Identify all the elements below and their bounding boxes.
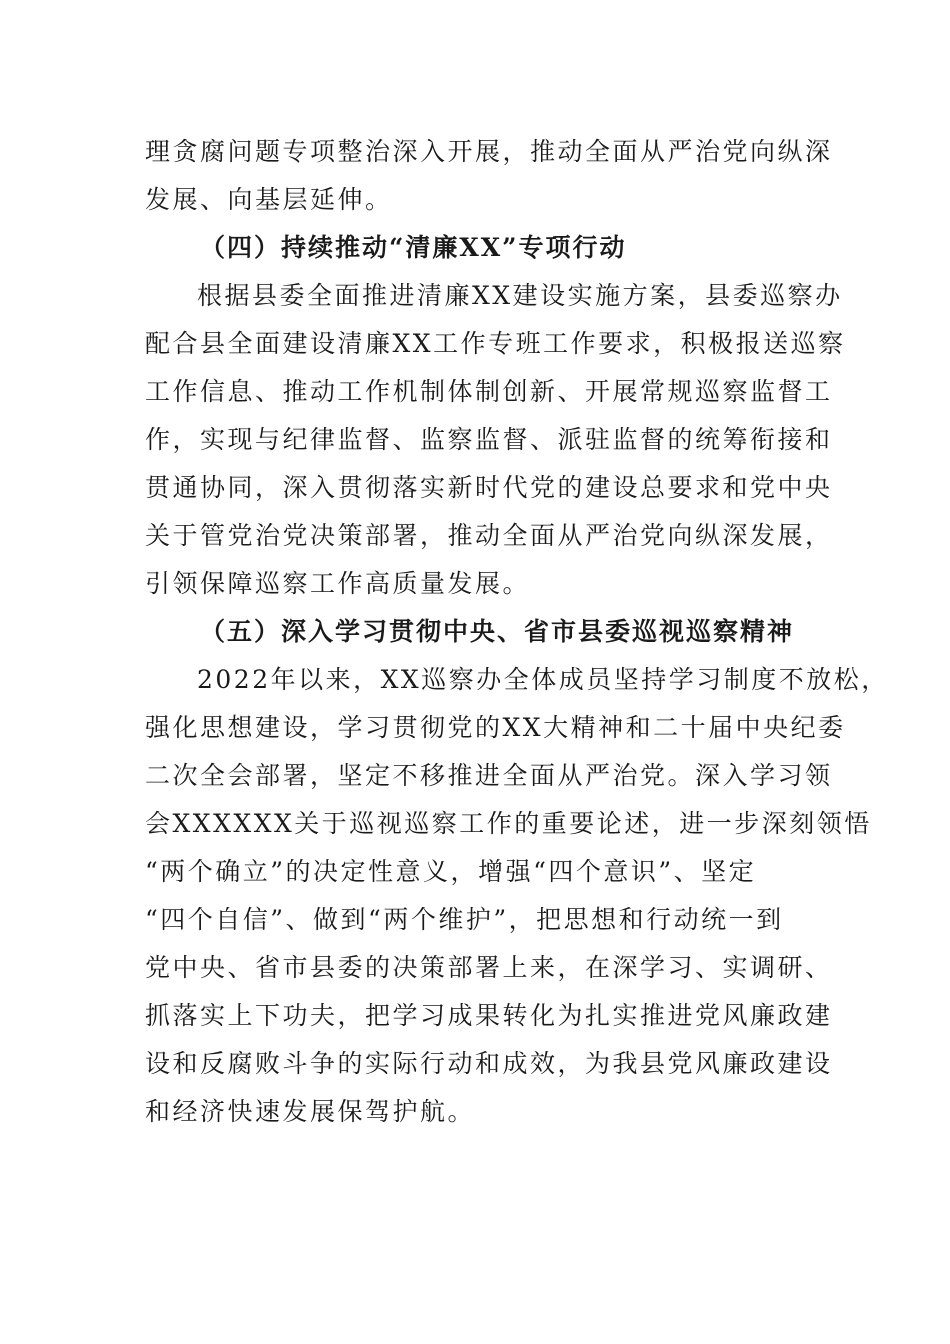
paragraph-line: 2022年以来，XX巡察办全体成员坚持学习制度不放松， (197, 665, 889, 694)
paragraph-line: 和经济快速发展保驾护航。 (145, 1097, 476, 1126)
paragraph-line: 设和反腐败斗争的实际行动和成效，为我县党风廉政建设 (145, 1049, 833, 1078)
paragraph-line: 作，实现与纪律监督、监察监督、派驻监督的统筹衔接和 (145, 425, 833, 454)
paragraph-line: 工作信息、推动工作机制体制创新、开展常规巡察监督工 (145, 377, 833, 406)
paragraph-line: 会XXXXXX关于巡视巡察工作的重要论述，进一步深刻领悟 (145, 809, 872, 838)
paragraph-line: 根据县委全面推进清廉XX建设实施方案，县委巡察办 (197, 281, 843, 310)
paragraph-line: 引领保障巡察工作高质量发展。 (145, 569, 531, 598)
paragraph-line: “两个确立”的决定性意义，增强“四个意识”、坚定 (145, 857, 757, 886)
paragraph-line: 贯通协同，深入贯彻落实新时代党的建设总要求和党中央 (145, 473, 833, 502)
paragraph-line: 抓落实上下功夫，把学习成果转化为扎实推进党风廉政建 (145, 1001, 833, 1030)
section-heading-5: （五）深入学习贯彻中央、省市县委巡视巡察精神 (200, 617, 795, 646)
paragraph-line: 强化思想建设，学习贯彻党的XX大精神和二十届中央纪委 (145, 713, 846, 742)
paragraph-line: 理贪腐问题专项整治深入开展，推动全面从严治党向纵深 (145, 137, 833, 166)
paragraph-line: 发展、向基层延伸。 (145, 185, 393, 214)
section-heading-4: （四）持续推动“清廉XX”专项行动 (200, 233, 627, 262)
paragraph-line: 关于管党治党决策部署，推动全面从严治党向纵深发展， (145, 521, 833, 550)
paragraph-line: 党中央、省市县委的决策部署上来，在深学习、实调研、 (145, 953, 833, 982)
paragraph-line: 二次全会部署，坚定不移推进全面从严治党。深入学习领 (145, 761, 833, 790)
paragraph-line: 配合县全面建设清廉XX工作专班工作要求，积极报送巡察 (145, 329, 846, 358)
paragraph-line: “四个自信”、做到“两个维护”，把思想和行动统一到 (145, 905, 784, 934)
